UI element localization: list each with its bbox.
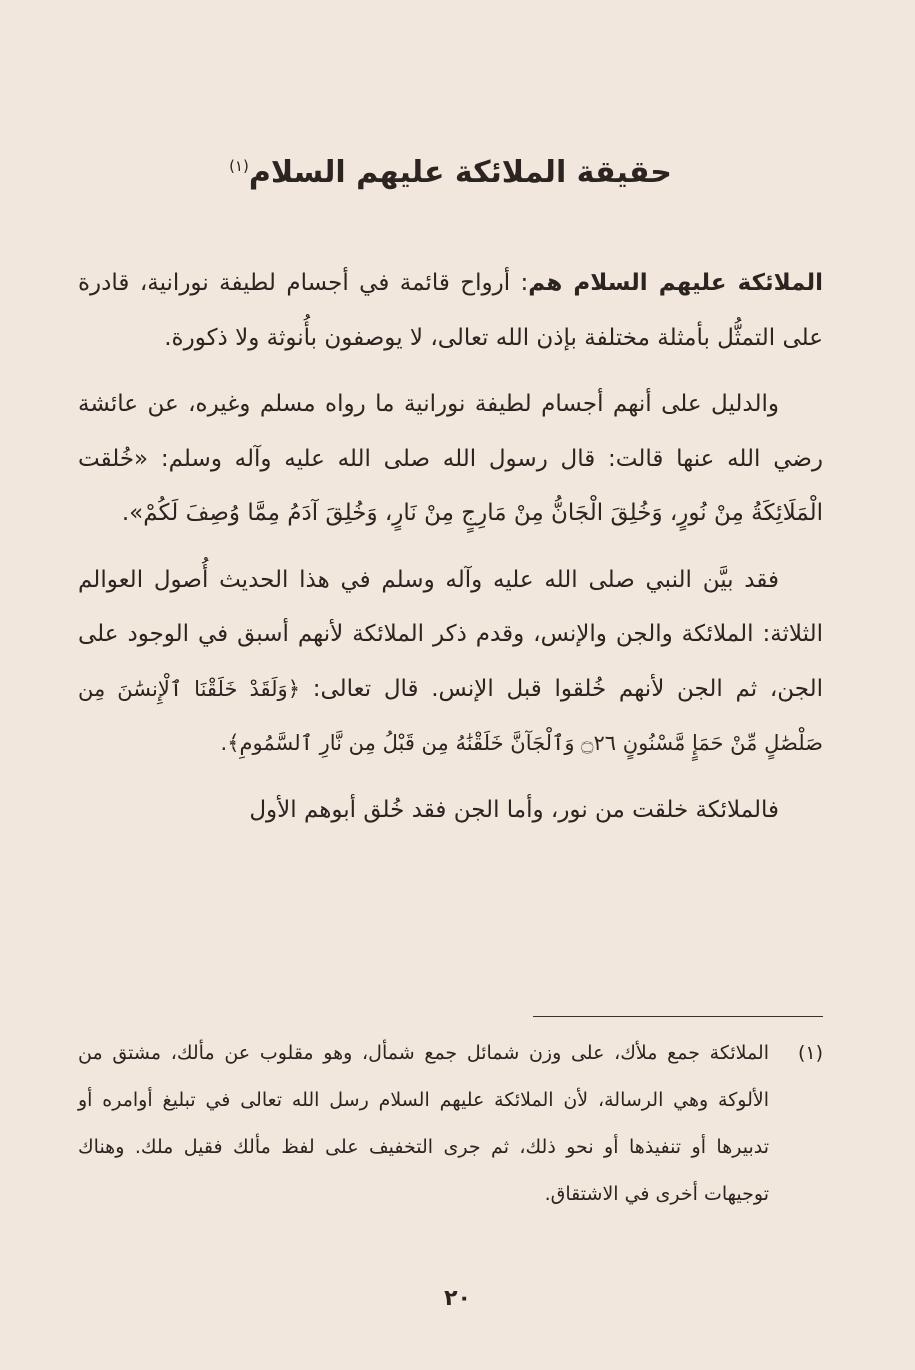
page-number: ٢٠ xyxy=(444,1286,471,1311)
conclusion-text: فالملائكة خلقت من نور، وأما الجن فقد خُلق أبوهم الأول xyxy=(249,796,779,823)
definition-lead: الملائكة عليهم السلام هم xyxy=(528,270,823,296)
chapter-title-text: حقيقة الملائكة عليهم السلام xyxy=(248,155,672,190)
paragraph-definition xyxy=(78,256,823,365)
footnote xyxy=(78,1030,823,1218)
footnote-text: الملائكة جمع ملأك، على وزن شمائل جمع شمأل، وهو مقلوب عن مألك، مشتق من الألوكة وهي الرسالة، لأن الملائكة عليهم السلام رسل الله تعالى في تبليغ أوامره أو تدبيرها أو تنفيذها أو نحو ذلك، ثم جرى التخفيف على لفظ مألك فقيل ملك. وهناك توجيهات أخرى في الاشتقاق. xyxy=(78,1042,769,1205)
paragraph-conclusion xyxy=(78,783,823,838)
title-footnote-ref[interactable]: (١) xyxy=(229,157,249,175)
definition-text: : أرواح قائمة في أجسام لطيفة نورانية، قادرة على التمثُّل بأمثلة مختلفة بإذن الله تعالى، لا يوصفون بأُنوثة ولا ذكورة. xyxy=(78,270,823,351)
chapter-title xyxy=(78,138,823,201)
footnote-divider xyxy=(533,1016,823,1017)
quran-verse: ﴿وَلَقَدْ خَلَقْنَا ٱلْإِنسَٰنَ مِن صَلْصَٰلٍ مِّنْ حَمَإٍ مَّسْنُونٍ ۝٢٦ وَٱلْجَآنَّ خَلَقْنَٰهُ مِن قَبْلُ مِن نَّارِ ٱلسَّمُومِ﴾. xyxy=(78,676,823,755)
explanation-text: فقد بيَّن النبي صلى الله عليه وآله وسلم في هذا الحديث أُصول العوالم الثلاثة: الملائكة والجن والإنس، وقدم ذكر الملائكة لأنهم أسبق في الوجود على الجن، ثم الجن لأنهم خُلقوا قبل الإنس. قال تعالى: xyxy=(78,566,824,702)
paragraph-explanation xyxy=(78,553,823,771)
hadith-quote: «خُلقت الْمَلَائِكَةُ مِنْ نُورٍ، وَخُلِقَ الْجَانُّ مِنْ مَارِجٍ مِنْ نَارٍ، وَخُلِقَ آدَمُ مِمَّا وُصِفَ لَكُمْ». xyxy=(78,445,823,526)
paragraph-evidence xyxy=(78,377,823,541)
main-text xyxy=(78,256,823,849)
evidence-text: والدليل على أنهم أجسام لطيفة نورانية ما رواه مسلم وغيره، عن عائشة رضي الله عنها قالت: قال رسول الله صلى الله عليه وآله وسلم: xyxy=(78,391,823,472)
footnote-number: (١) xyxy=(797,1042,823,1064)
